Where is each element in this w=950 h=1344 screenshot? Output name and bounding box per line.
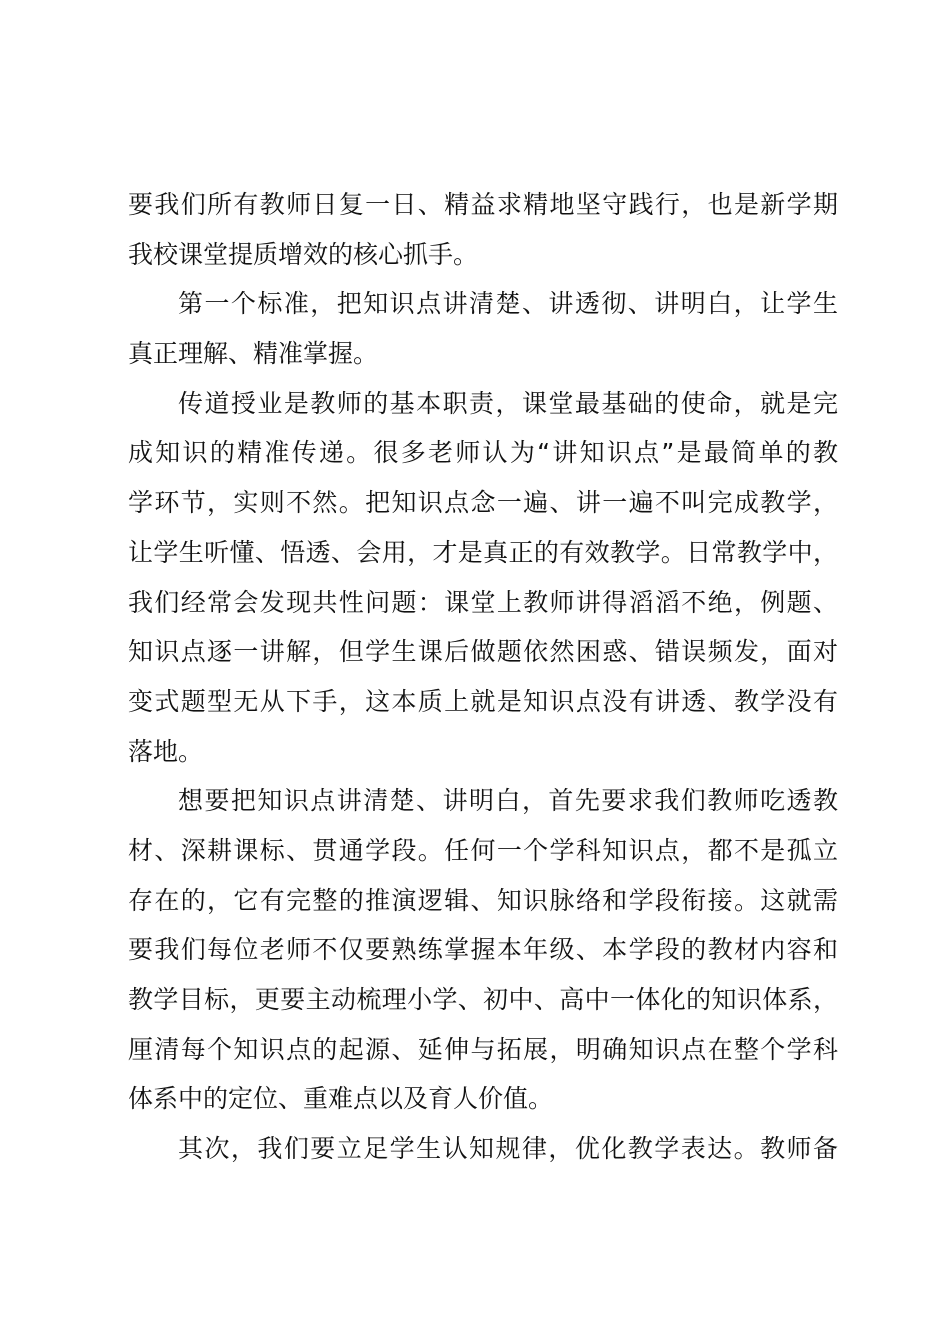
paragraph xyxy=(128,379,838,777)
text-line: 我校课堂提质增效的核心抓手。 xyxy=(128,239,479,269)
text-line: 知识点逐一讲解，但学生课后做题依然困惑、错误频发，面对 xyxy=(128,637,838,667)
document-body xyxy=(128,180,838,1174)
text-line: 传道授业是教师的基本职责，课堂最基础的使命，就是完 xyxy=(178,388,838,418)
text-line: 要我们所有教师日复一日、精益求精地坚守践行，也是新学期 xyxy=(128,190,838,219)
text-line: 体系中的定位、重难点以及育人价值。 xyxy=(128,1084,554,1114)
text-line: 让学生听懂、悟透、会用，才是真正的有效教学。日常教学中， xyxy=(128,537,838,567)
paragraph xyxy=(128,279,838,378)
text-line: 教学目标，更要主动梳理小学、初中、高中一体化的知识体系， xyxy=(128,985,838,1014)
text-line: 落地。 xyxy=(128,736,204,766)
paragraph xyxy=(128,180,838,279)
text-line: 其次，我们要立足学生认知规律，优化教学表达。教师备 xyxy=(178,1134,838,1164)
text-line: 变式题型无从下手，这本质上就是知识点没有讲透、教学没有 xyxy=(128,686,838,716)
text-line: 成知识的精准传递。很多老师认为“讲知识点”是最简单的教 xyxy=(128,438,838,468)
text-line: 厘清每个知识点的起源、延伸与拓展，明确知识点在整个学科 xyxy=(128,1034,838,1064)
text-line: 要我们每位老师不仅要熟练掌握本年级、本学段的教材内容和 xyxy=(128,935,838,965)
text-line: 我们经常会发现共性问题：课堂上教师讲得滔滔不绝，例题、 xyxy=(128,587,838,617)
text-line: 真正理解、精准掌握。 xyxy=(128,339,379,369)
text-line: 想要把知识点讲清楚、讲明白，首先要求我们教师吃透教 xyxy=(178,786,838,816)
text-line: 材、深耕课标、贯通学段。任何一个学科知识点，都不是孤立 xyxy=(128,835,838,865)
text-line: 存在的，它有完整的推演逻辑、知识脉络和学段衔接。这就需 xyxy=(128,885,838,915)
text-line: 第一个标准，把知识点讲清楚、讲透彻、讲明白，让学生 xyxy=(178,289,838,319)
paragraph xyxy=(128,776,838,1124)
paragraph xyxy=(128,1124,838,1174)
text-line: 学环节，实则不然。把知识点念一遍、讲一遍不叫完成教学， xyxy=(128,488,838,518)
